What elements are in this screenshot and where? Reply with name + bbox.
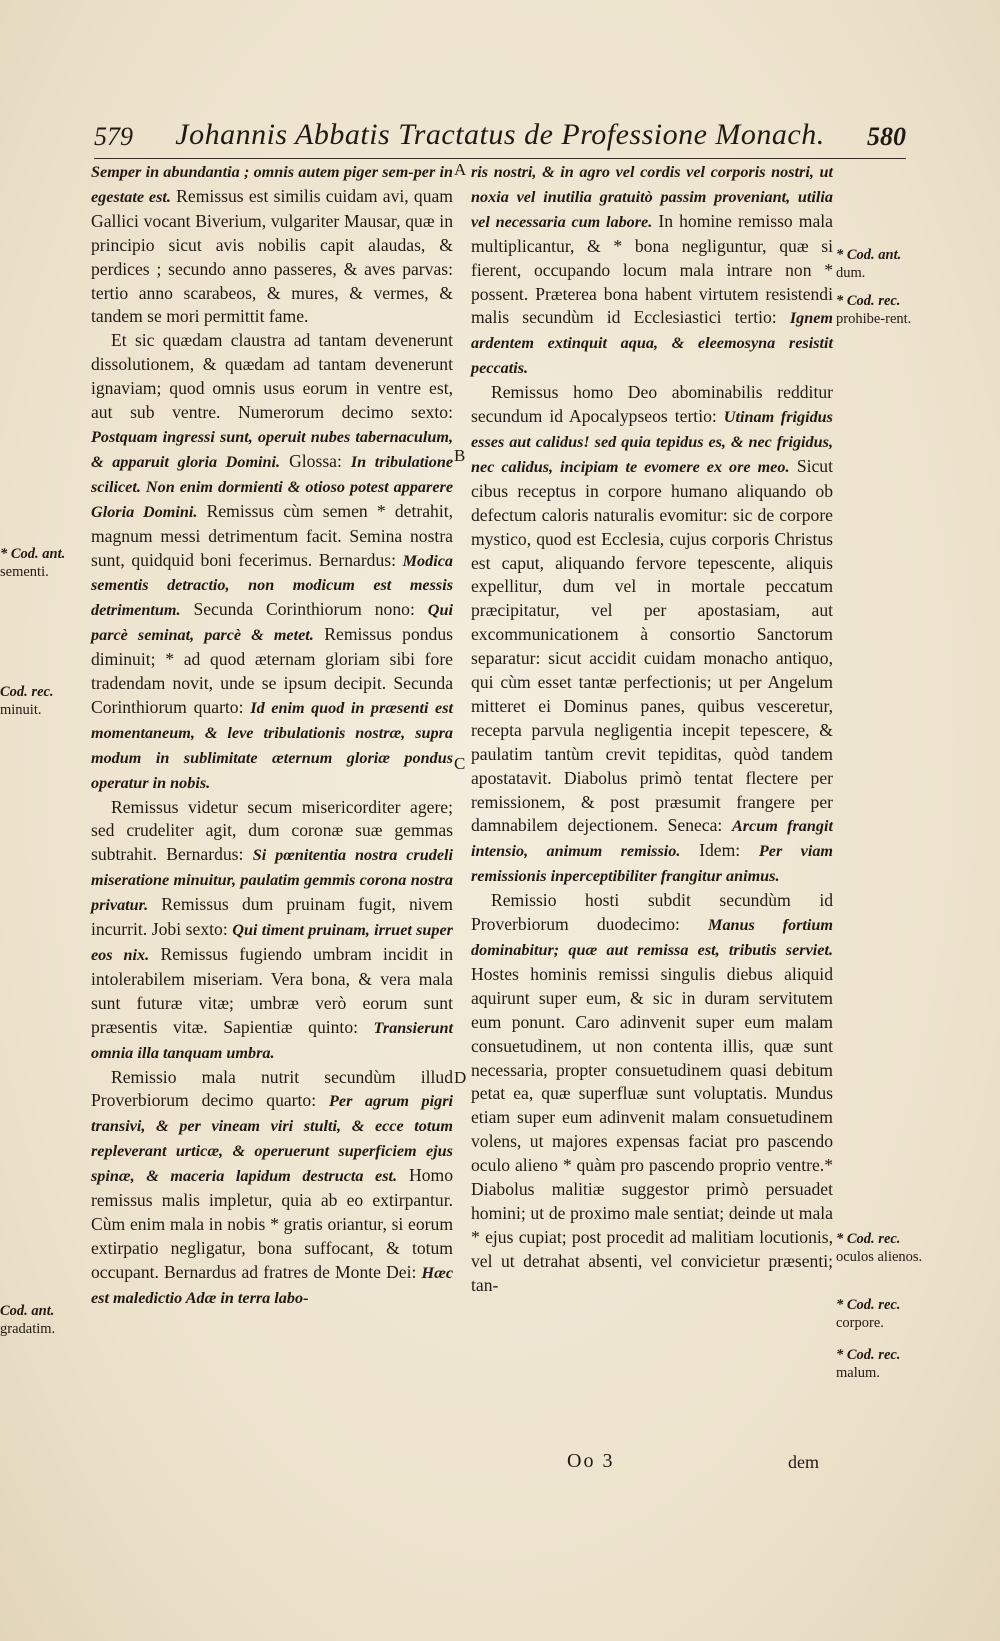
margin-note-left-2: [0, 683, 54, 719]
text-paragraph: [91, 160, 453, 329]
quotation-italic: Per viam remissionis inperceptibiliter frangitur animus.: [471, 842, 834, 886]
margin-note-text: gradatim.: [0, 1321, 56, 1337]
margin-note-text: malum.: [836, 1365, 880, 1381]
body-text: Homo remissus malis impletur, quia ab eo extirpantur. Cùm enim mala in nobis * gratis oriantur, si eorum extirpatio negligatur, bona suffocant, & totum occupant. Bernardus ad fratres de Monte Dei:: [91, 1165, 453, 1282]
quotation-italic: Si pœnitentia nostra crudeli miseratione minuitur, paulatim gemmis corona nostra privatur.: [91, 846, 454, 915]
body-text: Hostes hominis remissi singulis diebus aliquid aquirunt super eum, & sic in duram servitutem eum ponunt. Caro adinvenit super eum malam consuetudinem, ut non contenta illis, quæ sunt necessaria, propter consuetudinem quasi debitum petat ea, quæ superfluæ sunt voluptatis. Mundus etiam super eum adinvenit malam consuetudinem volens, ut majores expensas faciat pro pascendo oculo alieno * quàm pro pascendo proprio ventre.* Diabolus malitiæ suggestor primò persuadet homini; ut de proximo male sentiat; deinde ut mala * ejus cupiat; post procedit ad malitiam locutionis, vel ut detrahat absenti, vel convicietur præsenti; tan-: [471, 963, 833, 1295]
body-text: Remissus est similis cuidam avi, quam Gallici vocant Biverium, vulgariter Mausar, quæ in principio sicut avis nobilis capit alaudas, & perdices ; secundo anno passeres, & aves parvas: tertio anno scarabeos, & mures, & vermes, & tandem se mori permittit fame.: [91, 185, 453, 327]
text-paragraph: [91, 796, 453, 1066]
body-text: Remissio hosti subdit secundùm id Proverbiorum duodecimo:: [471, 890, 833, 935]
text-paragraph: [471, 381, 833, 889]
quotation-italic: Manus fortium dominabitur; quæ aut remissa est, tributis serviet.: [471, 916, 833, 959]
margin-note-text: prohibe-rent.: [836, 311, 912, 327]
margin-note-text: minuit.: [0, 702, 42, 718]
body-text: Et sic quædam claustra ad tantam devenerunt dissolutionem, & quædam ad tantam devenerunt ignaviam; quod omnis usus eorum in ventre est, aut sub ventre. Numerorum decimo sexto:: [91, 330, 453, 423]
body-text: Remissus dum pruinam fugit, nivem incurrit. Jobi sexto:: [91, 894, 453, 940]
quotation-italic: Postquam ingressi sunt, operuit nubes tabernaculum, & apparuit gloria Domini.: [91, 427, 453, 471]
section-letter-c: C: [454, 754, 466, 773]
text-paragraph: [471, 889, 833, 1297]
margin-note-right-1: [836, 246, 926, 282]
running-title: Johannis Abbatis Tractatus de Professione Monach.: [175, 118, 825, 151]
quotation-italic: Utinam frigidus esses aut calidus! sed quia tepidus es, & nec frigidus, nec calidus, incipiam te evomere ex ore meo.: [471, 408, 833, 476]
body-text: Secunda Corinthiorum nono:: [180, 599, 428, 620]
margin-note-text: oculos alienos.: [836, 1249, 923, 1265]
margin-note-left-3: [0, 1302, 55, 1338]
margin-note-right-2: [836, 292, 926, 328]
body-text: Remissus cùm semen * detrahit, magnum messi detrimentum facit. Semina nostra sunt, quidquid boni fecerimus. Bernardus:: [91, 500, 453, 570]
quotation-italic: Per agrum pigri transivi, & per vineam viri stulti, & ecce totum repleverant urticæ, & operuerunt superficiem ejus spinæ, & maceria lapidum destructa est.: [91, 1092, 453, 1186]
section-letter-b: B: [454, 446, 466, 465]
quotation-italic: ris nostri, & in agro vel cordis vel corporis nostri, ut noxia vel inutilia gratuitò passim proveniant, utilia vel necessaria cum labore.: [471, 163, 833, 231]
margin-note-right-3: [836, 1230, 926, 1266]
margin-note-mark: * Cod. ant.: [836, 247, 902, 263]
left-text-column: [91, 160, 453, 1311]
margin-note-mark: * Cod. rec.: [836, 293, 901, 309]
margin-note-text: sementi.: [0, 564, 49, 580]
margin-note-text: corpore.: [836, 1315, 884, 1331]
right-text-column: [471, 160, 833, 1298]
margin-note-mark: * Cod. ant.: [0, 546, 66, 562]
quotation-italic: per in egestate est.: [91, 163, 453, 206]
section-letter-d: D: [454, 1068, 467, 1087]
body-text: Sicut cibus receptus in corpore humano aliquando ob defectum caloris naturalis evomitur: sic de corpore mystico, quod est Ecclesia, cujus corporis Christus est caput, aliquando fervore tepescente, aliquis expellitur, dum vel in mortale peccatum præcipitatur, vel per apostasiam, aut excommunicationem à consortio Sanctorum separatur: sicut accidit cuidam monacho antiquo, qui cùm esset tantæ perfectionis; ut per Angelum mitteret ei Dominus panes, quibus vesceretur, recepta parvula negligentia incepit tepescere, & paulatim tantùm crevit tepiditas, quòd tandem apostatavit. Diabolus primò tentat flectere per remissionem, & post præsumit frangere per damnabilem dejectionem. Seneca:: [471, 455, 833, 836]
section-letter-a: A: [454, 160, 467, 179]
running-head: [94, 118, 906, 159]
margin-note-right-4: [836, 1296, 926, 1332]
body-text: In homine remisso mala multiplicantur, & * bona negliguntur, quæ si fierent, occupando locum mala intrare non * possent. Præterea bona habent virtutem resistendi malis secundùm id Ecclesiastici tertio:: [471, 210, 833, 328]
body-text: Idem:: [680, 840, 759, 861]
quotation-italic: Transierunt omnia illa tanquam umbra.: [91, 1018, 453, 1062]
margin-note-mark: * Cod. rec.: [836, 1231, 901, 1247]
text-paragraph: [91, 329, 453, 795]
body-text: Remissio mala nutrit secundùm illud Proverbiorum decimo quarto:: [91, 1066, 453, 1111]
margin-note-right-5: [836, 1346, 926, 1382]
margin-note-mark: Cod. ant.: [0, 1303, 55, 1319]
quotation-italic: Id enim quod in præsenti est momentaneum, & leve tribulationis nostræ, supra modum in sublimitate æternum gloriæ pondus operatur in nobis.: [91, 698, 453, 792]
body-text: Remissus fugiendo umbram incidit in intolerabilem miseriam. Vera bona, & vera mala sunt futuræ vitæ; umbræ verò eorum sunt præsentis vitæ. Sapientiæ quinto:: [91, 944, 453, 1037]
margin-note-mark: * Cod. rec.: [836, 1297, 901, 1313]
quotation-italic: Arcum frangit intensio, animum remissio.: [471, 817, 833, 861]
quotation-italic: Qui parcè seminat, parcè & metet.: [91, 601, 453, 645]
body-text: Remissus videtur secum misericorditer agere; sed crudeliter agit, dum coronæ suæ gemmas subtrahit. Bernardus:: [91, 796, 453, 865]
margin-note-text: dum.: [836, 265, 866, 281]
text-paragraph: [471, 160, 833, 381]
quotation-italic: Semper in abundantia ; omnis autem piger sem-: [91, 163, 414, 181]
body-text: Glossa:: [280, 450, 351, 471]
quotation-italic: Qui timent pruinam, irruet super eos nix.: [91, 921, 453, 964]
text-paragraph: [91, 1066, 453, 1311]
catchword: dem: [788, 1452, 819, 1472]
page-number-right: 580: [867, 122, 906, 151]
body-text: Remissus homo Deo abominabilis redditur secundum id Apocalypseos tertio:: [471, 382, 833, 427]
margin-note-mark: Cod. rec.: [0, 684, 54, 700]
margin-note-left-1: [0, 545, 65, 581]
quotation-italic: Hæc est maledictio Adæ in terra labo-: [91, 1263, 453, 1307]
body-text: Remissus pondus diminuit; * ad quod æternam gloriam sibi fore tradendam novit, unde se ipsum decipit. Secunda Corinthiorum quarto:: [91, 624, 453, 717]
quotation-italic: Ignem ardentem extinquit aqua, & eleemosyna resistit peccatis.: [471, 309, 833, 378]
margin-note-mark: * Cod. rec.: [836, 1347, 901, 1363]
quotation-italic: In tribulatione scilicet. Non enim dormienti & otioso potest apparere Gloria Domini.: [91, 452, 454, 521]
signature-mark: Oo 3: [567, 1450, 615, 1472]
quotation-italic: Modica sementis detractio, non modicum est messis detrimentum.: [91, 551, 453, 620]
page-number-left: 579: [94, 122, 133, 151]
